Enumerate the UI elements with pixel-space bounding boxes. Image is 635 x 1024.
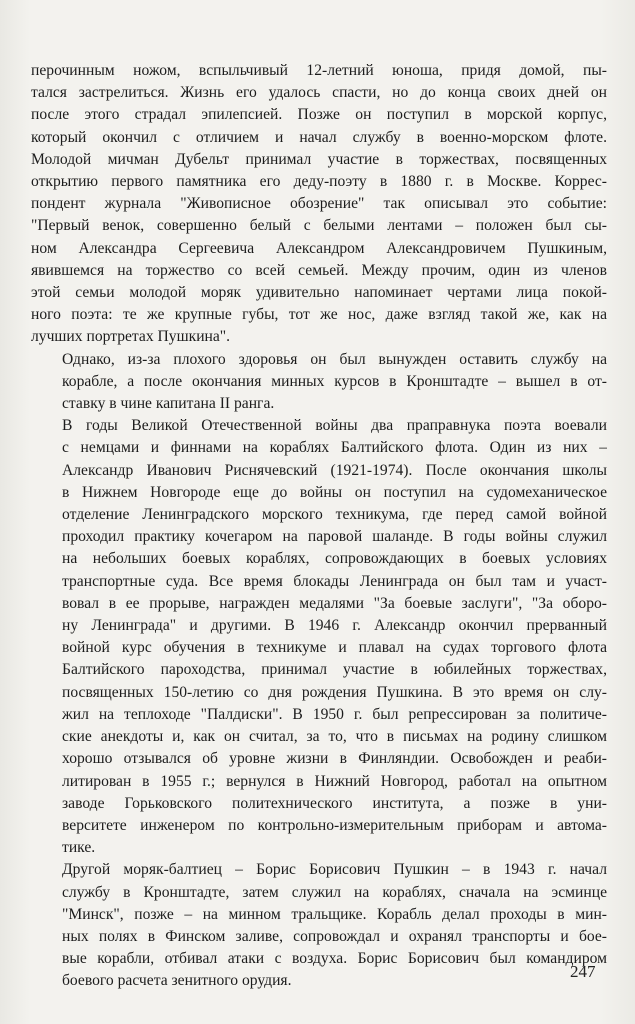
text-line: перочинным ножом, вспыльчивый 12-летний юноша, придя домой, пы- xyxy=(31,62,607,79)
text-line: с немцами и финнами на кораблях Балтийского флота. Один из них – xyxy=(62,439,607,457)
text-line: Александр Иванович Риснячевский (1921-1974). После окончания школы xyxy=(62,461,607,479)
text-line: Балтийского пароходства, принимал участие в юбилейных торжествах, xyxy=(62,661,607,679)
text-line: тался застрелиться. Жизнь его удалось спасти, но до конца своих дней он xyxy=(31,84,607,102)
text-line: В годы Великой Отечественной войны два праправнука поэта воевали xyxy=(62,417,607,435)
text-line: Однако, из-за плохого здоровья он был вынужден оставить службу на xyxy=(62,350,607,368)
text-line: хорошо отзывался об уровне жизни в Финляндии. Освобожден и реаби- xyxy=(62,750,607,768)
text-line: вые корабли, отбивал атаки с воздуха. Борис Борисович был командиром xyxy=(62,950,607,968)
text-line: боевого расчета зенитного орудия. xyxy=(62,972,292,990)
text-line: этой семьи молодой моряк удивительно напоминает чертами лица покой- xyxy=(31,284,607,302)
paragraph xyxy=(31,859,607,992)
text-line: заводе Горьковского политехнического института, а позже в уни- xyxy=(62,794,607,812)
text-line: ставку в чине капитана II ранга. xyxy=(62,395,275,413)
text-line: проходил практику кочегаром на паровой шаланде. В годы войны служил xyxy=(62,528,607,546)
text-line: отделение Ленинградского морского техникума, где перед самой войной xyxy=(62,506,607,524)
text-line: ские анекдоты и, как он считал, за то, что в письмах на родину слишком xyxy=(62,728,607,746)
text-line: посвященных 150-летию со дня рождения Пушкина. В это время он слу- xyxy=(62,683,607,701)
text-line: который окончил с отличием и начал службу в военно-морском флоте. xyxy=(31,128,607,146)
text-line: лучших портретах Пушкина". xyxy=(31,328,231,346)
text-line: "Минск", позже – на минном тральщике. Корабль делал проходы в мин- xyxy=(62,905,607,923)
text-line: явившемся на торжество со всей семьей. Между прочим, один из членов xyxy=(31,261,607,279)
page-number: 247 xyxy=(570,962,596,981)
text-line: открытию первого памятника его деду-поэту в 1880 г. в Москве. Коррес- xyxy=(31,173,607,191)
text-line: вовал в ее прорыве, награжден медалями "За боевые заслуги", "За оборо- xyxy=(62,594,607,612)
paragraph xyxy=(31,415,607,859)
text-line: жил на теплоходе "Палдиски". В 1950 г. был репрессирован за политиче- xyxy=(62,705,607,723)
text-line: верситете инженером по контрольно-измерительным приборам и автома- xyxy=(62,816,607,834)
page-body-text xyxy=(31,60,607,993)
text-line: ном Александра Сергеевича Александром Александровичем Пушкиным, xyxy=(31,239,607,257)
text-line: на небольших боевых кораблях, сопровождающих в боевых условиях xyxy=(62,550,607,568)
text-line: ного поэта: те же крупные губы, тот же нос, даже взгляд такой же, как на xyxy=(31,306,607,324)
text-line: транспортные суда. Все время блокады Ленинграда он был там и участ- xyxy=(62,572,607,590)
paragraph xyxy=(31,60,607,349)
text-line: службу в Кронштадте, затем служил на кораблях, сначала на эсминце xyxy=(62,883,607,901)
text-line: в Нижнем Новгороде еще до войны он поступил на судомеханическое xyxy=(62,483,607,501)
text-line: тике. xyxy=(62,839,96,857)
text-line: после этого страдал эпилепсией. Позже он поступил в морской корпус, xyxy=(31,106,607,124)
text-line: "Первый венок, совершенно белый с белыми лентами – положен был сы- xyxy=(31,217,607,235)
text-line: Другой моряк-балтиец – Борис Борисович Пушкин – в 1943 г. начал xyxy=(62,861,607,879)
text-line: ных полях в Финском заливе, сопровождал и охранял транспорты и бое- xyxy=(62,927,607,945)
paragraph xyxy=(31,349,607,416)
text-line: войной курс обучения в техникуме и плавал на судах торгового флота xyxy=(62,639,607,657)
text-line: Молодой мичман Дубельт принимал участие в торжествах, посвященных xyxy=(31,150,607,168)
text-line: ну Ленинграда" и другими. В 1946 г. Александр окончил прерванный xyxy=(62,617,607,635)
text-line: корабле, а после окончания минных курсов в Кронштадте – вышел в от- xyxy=(62,372,607,390)
text-line: литирован в 1955 г.; вернулся в Нижний Новгород, работал на опытном xyxy=(62,772,607,790)
text-line: пондент журнала "Живописное обозрение" так описывал это событие: xyxy=(31,195,607,213)
